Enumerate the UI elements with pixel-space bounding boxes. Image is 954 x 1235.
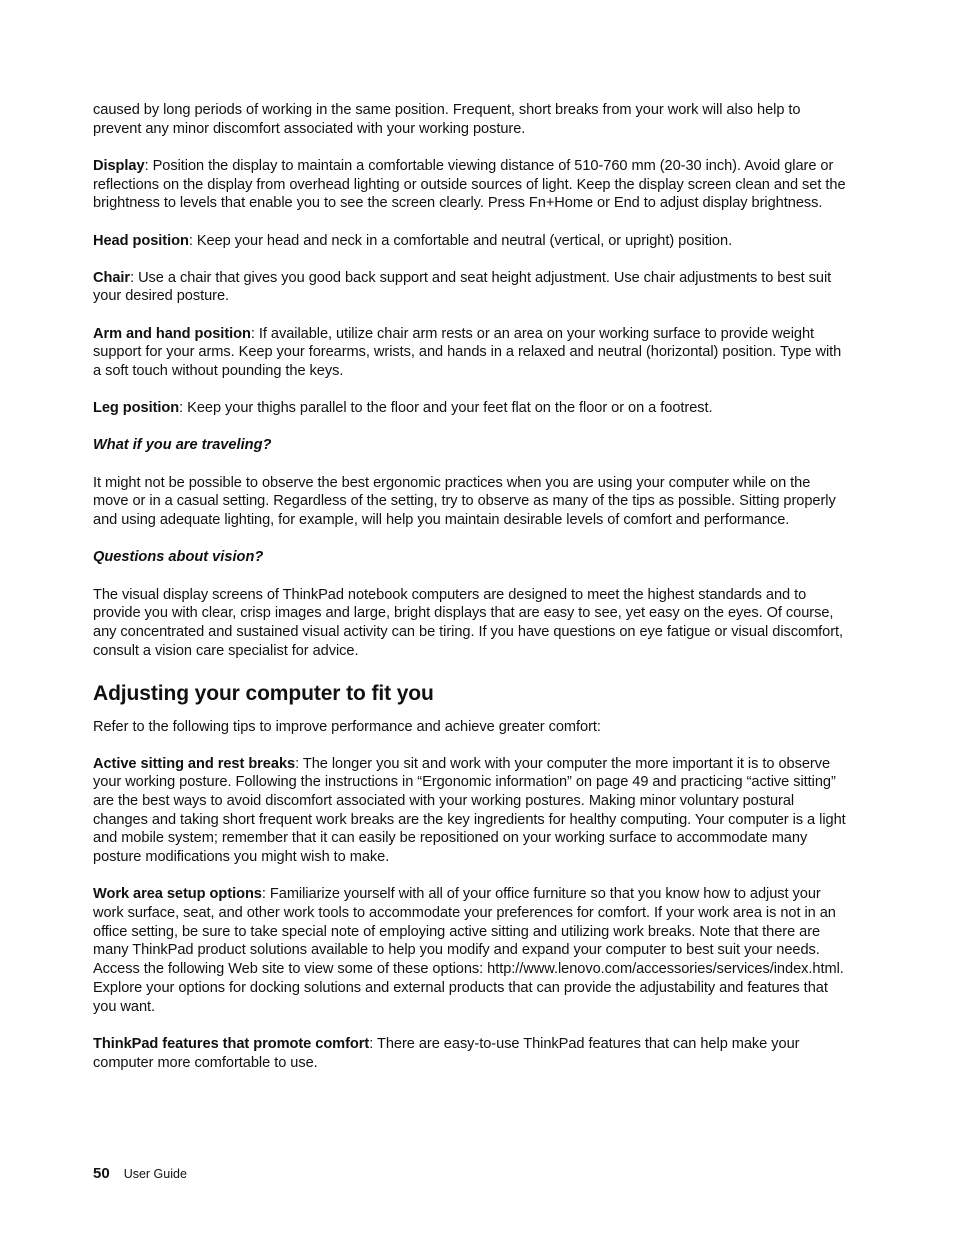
chair-text: : Use a chair that gives you good back support and seat height adjustment. Use chair adjustments to best suit your desired posture. xyxy=(93,269,832,305)
arm-hand-text: : If available, utilize chair arm rests or an area on your working surface to provide weight support for your arms. Keep your forearms, wrists, and hands in a relaxed and neutral (horizontal) position. Type with a soft touch without pounding the keys. xyxy=(93,325,842,380)
head-position-term: Head position xyxy=(93,232,189,249)
leg-position-term: Leg position xyxy=(93,400,180,417)
arm-hand-term: Arm and hand position xyxy=(93,325,251,342)
thinkpad-features-text: : There are easy-to-use ThinkPad features that can help make your computer more comfortable to use. xyxy=(93,1035,800,1071)
document-title: User Guide xyxy=(123,1167,187,1181)
traveling-heading: What if you are traveling? xyxy=(93,437,272,454)
work-area-term: Work area setup options xyxy=(93,886,262,903)
display-paragraph xyxy=(93,157,848,213)
chair-term: Chair xyxy=(93,269,131,286)
active-sitting-paragraph xyxy=(93,755,848,867)
page-footer xyxy=(93,1165,187,1183)
active-sitting-term: Active sitting and rest breaks xyxy=(93,755,296,772)
section-title: Adjusting your computer to fit you xyxy=(93,682,434,706)
thinkpad-features-term: ThinkPad features that promote comfort xyxy=(93,1035,370,1052)
vision-heading: Questions about vision? xyxy=(93,549,264,566)
leg-position-text: : Keep your thighs parallel to the floor and your feet flat on the floor or on a footrest. xyxy=(179,400,713,417)
head-position-paragraph xyxy=(93,232,848,251)
work-area-paragraph xyxy=(93,885,848,1016)
display-text: : Position the display to maintain a comfortable viewing distance of 510-760 mm (20-30 inch). Avoid glare or reflections on the display from overhead lighting or outside sources of light. Keep the display screen clean and set the brightness to levels that enable you to see the screen clearly. Press Fn+Home or End to adjust display brightness. xyxy=(93,157,846,212)
page-number: 50 xyxy=(93,1165,110,1182)
work-area-text: : Familiarize yourself with all of your office furniture so that you know how to adjust your work surface, seat, and other work tools to accommodate your preferences for comfort. If your work area is not in an office setting, be sure to take special note of employing active sitting and utilizing work breaks. Note that there are many ThinkPad product solutions available to help you modify and expand your computer to best suit your needs. Access the following Web site to view some of these options: http://www.lenovo.com/accessories/services/index.html. Explore your options for docking solutions and external products that can provide the adjustability and features that you want. xyxy=(93,886,844,1015)
display-term: Display xyxy=(93,157,145,174)
chair-paragraph xyxy=(93,269,848,306)
page-content xyxy=(93,101,848,1091)
traveling-paragraph: It might not be possible to observe the best ergonomic practices when you are using your computer while on the move or in a casual setting. Regardless of the setting, try to observe as many of the tips as possible. Sitting properly and using adequate lighting, for example, will help you maintain desirable levels of comfort and performance. xyxy=(93,474,836,529)
head-position-text: : Keep your head and neck in a comfortable and neutral (vertical, or upright) position. xyxy=(188,232,733,249)
leg-position-paragraph xyxy=(93,399,848,418)
arm-hand-paragraph xyxy=(93,325,848,381)
active-sitting-text: : The longer you sit and work with your computer the more important it is to observe your working posture. Following the instructions in “Ergonomic information” on page 49 and practicing “active sitting” are the best ways to avoid discomfort associated with your working postures. Making minor voluntary postural changes and taking short frequent work breaks are the key ingredients for healthy computing. Your computer is a light and mobile system; remember that it can easily be repositioned on your working surface to accommodate many posture modifications you might wish to make. xyxy=(93,755,846,866)
vision-paragraph: The visual display screens of ThinkPad notebook computers are designed to meet the highest standards and to provide you with clear, crisp images and large, bright displays that are easy to see, yet easy on the eyes. Of course, any concentrated and sustained visual activity can be tiring. If you have questions on eye fatigue or visual discomfort, consult a vision care specialist for advice. xyxy=(93,586,844,659)
adjusting-intro: Refer to the following tips to improve performance and achieve greater comfort: xyxy=(93,719,601,736)
thinkpad-features-paragraph xyxy=(93,1035,848,1072)
intro-continuation: caused by long periods of working in the same position. Frequent, short breaks from your work will also help to prevent any minor discomfort associated with your working posture. xyxy=(93,102,801,137)
